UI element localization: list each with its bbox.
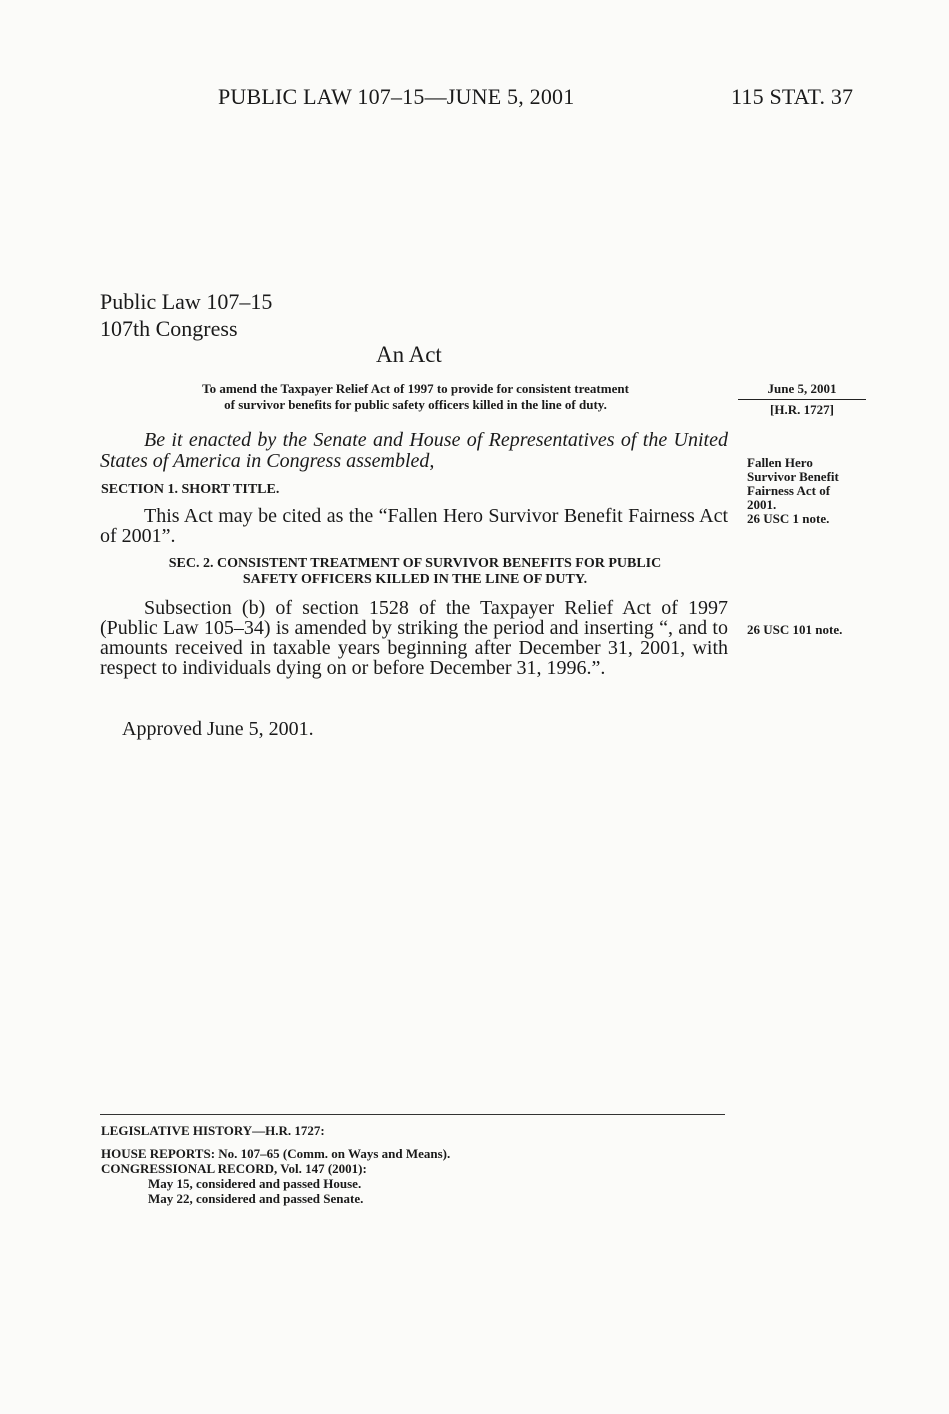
section-1-text: This Act may be cited as the “Fallen Hero Survivor Benefit Fairness Act of 2001”. <box>100 505 728 547</box>
law-number: Public Law 107–15 <box>100 289 273 314</box>
usc-101-margin-note: 26 USC 101 note. <box>747 622 843 637</box>
house-reports: HOUSE REPORTS: No. 107–65 (Comm. on Ways and Means). <box>101 1146 451 1161</box>
short-title-margin-note <box>747 456 839 526</box>
margin-note-line: Fairness Act of <box>747 483 831 498</box>
legislative-history-heading: LEGISLATIVE HISTORY—H.R. 1727: <box>101 1123 325 1138</box>
history-divider <box>100 1114 725 1115</box>
enacting-clause: Be it enacted by the Senate and House of Representatives of the United States of America in Congress assembled, <box>100 429 728 472</box>
purpose-line: of survivor benefits for public safety officers killed in the line of duty. <box>224 397 607 412</box>
section-2-text: Subsection (b) of section 1528 of the Taxpayer Relief Act of 1997 (Public Law 105–34) is amended by striking the period and inserting “, and to amounts received in taxable years beginning after December 31, 2001, with respect to individuals dying on or before December 31, 1996.”. <box>100 597 728 679</box>
congressional-record: CONGRESSIONAL RECORD, Vol. 147 (2001): <box>101 1161 367 1176</box>
congress-label: 107th Congress <box>100 316 238 341</box>
section-2-heading-line: SAFETY OFFICERS KILLED IN THE LINE OF DUTY. <box>242 572 588 587</box>
margin-date-block <box>738 381 866 418</box>
purpose-line: To amend the Taxpayer Relief Act of 1997 to provide for consistent treatment <box>202 381 629 396</box>
section-1-heading: SECTION 1. SHORT TITLE. <box>101 482 280 497</box>
margin-note-line: 2001. <box>747 497 777 512</box>
margin-note-line: Survivor Benefit <box>747 469 839 484</box>
enactment-date: June 5, 2001 <box>738 381 866 400</box>
bill-number: [H.R. 1727] <box>770 402 834 417</box>
purpose-statement <box>133 381 698 413</box>
approval-line: Approved June 5, 2001. <box>122 718 314 740</box>
history-action: May 15, considered and passed House. <box>148 1176 362 1191</box>
page-citation: 115 STAT. 37 <box>731 84 854 109</box>
margin-note-line: Fallen Hero <box>747 455 813 470</box>
act-heading: An Act <box>376 342 442 367</box>
history-action: May 22, considered and passed Senate. <box>148 1191 364 1206</box>
margin-note-line: 26 USC 1 note. <box>747 511 830 526</box>
section-2-heading <box>101 556 729 588</box>
running-title: PUBLIC LAW 107–15—JUNE 5, 2001 <box>218 84 575 109</box>
section-2-heading-line: SEC. 2. CONSISTENT TREATMENT OF SURVIVOR BENEFITS FOR PUBLIC <box>168 556 662 571</box>
